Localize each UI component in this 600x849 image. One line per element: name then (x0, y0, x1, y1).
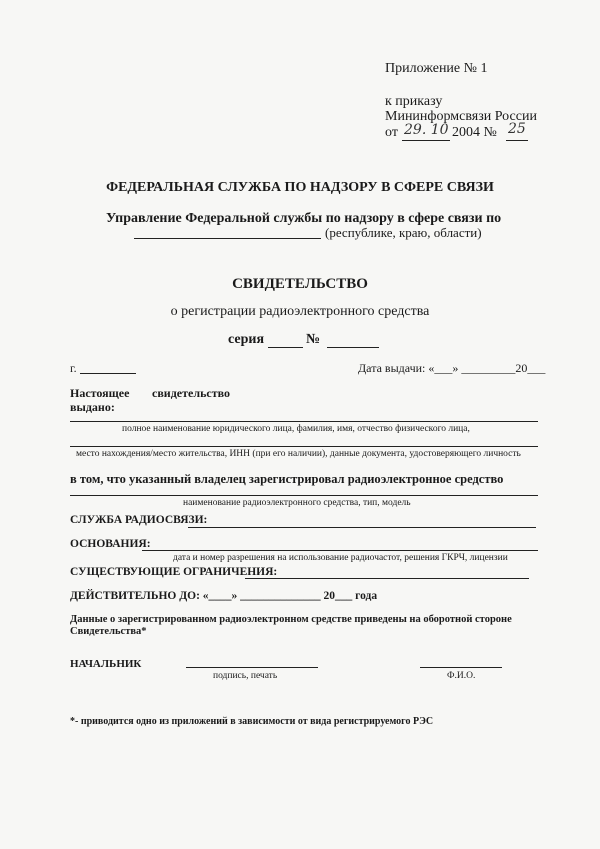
signature-line (186, 667, 318, 668)
certificate-subtitle: о регистрации радиоэлектронного средства (170, 304, 430, 319)
holder-name-caption: полное наименование юридического лица, фамилия, имя, отчество физического лица, (122, 424, 470, 434)
issued-label-2: свидетельство (152, 386, 231, 400)
radio-service-label: СЛУЖБА РАДИОСВЯЗИ: (70, 514, 208, 526)
number-label: № (306, 332, 321, 347)
device-caption: наименование радиоэлектронного средства, тип, модель (183, 498, 411, 508)
issued-label-3: выдано: (70, 400, 115, 414)
restrictions-line (245, 578, 529, 579)
device-line (70, 495, 538, 496)
appendix-date-prefix: от (385, 125, 398, 140)
holder-address-line (70, 446, 538, 447)
registration-statement: в том, что указанный владелец зарегистрировал радиоэлектронное средство (70, 472, 504, 486)
department-header: Управление Федеральной службы по надзору в сфере связи по (106, 211, 502, 226)
appendix-number-line (506, 140, 528, 141)
data-note-line-1: Данные о зарегистрированном радиоэлектронном средстве приведены на оборотной стороне (70, 614, 512, 625)
name-caption: Ф.И.О. (447, 671, 476, 681)
signature-caption: подпись, печать (213, 671, 278, 681)
radio-service-line (188, 527, 536, 528)
restrictions-label: СУЩЕСТВУЮЩИЕ ОГРАНИЧЕНИЯ: (70, 566, 278, 578)
basis-label: ОСНОВАНИЯ: (70, 538, 151, 550)
holder-name-line (70, 421, 538, 422)
series-label: серия (228, 332, 265, 347)
certificate-title: СВИДЕТЕЛЬСТВО (232, 276, 368, 292)
data-note-line-2: Свидетельства* (70, 626, 147, 637)
service-header: ФЕДЕРАЛЬНАЯ СЛУЖБА ПО НАДЗОРУ В СФЕРЕ СВЯЗИ (106, 180, 494, 195)
appendix-date-line (402, 140, 450, 141)
name-line (420, 667, 502, 668)
valid-until: ДЕЙСТВИТЕЛЬНО ДО: «____» ______________ 20___ года (70, 590, 378, 602)
basis-line (142, 550, 538, 551)
appendix-title: Приложение № 1 (385, 61, 488, 76)
region-note: (республике, краю, области) (325, 225, 482, 240)
appendix-date-handwritten: 29. 10 (404, 122, 449, 138)
city-line (80, 373, 136, 374)
series-line (268, 347, 303, 348)
issued-label-1: Настоящее (70, 386, 130, 400)
city-prefix: г. (70, 361, 77, 375)
appendix-ministry-line: Мининформсвязи России (385, 109, 537, 124)
number-line (327, 347, 379, 348)
footnote: *- приводится одно из приложений в зависимости от вида регистрируемого РЭС (70, 716, 434, 727)
holder-address-caption: место нахождения/место жительства, ИНН (при его наличии), данные документа, удостоверяющего личность (76, 449, 521, 459)
chief-label: НАЧАЛЬНИК (70, 658, 142, 670)
appendix-order-line: к приказу (385, 94, 443, 109)
issue-date: Дата выдачи: «___» _________20___ (358, 361, 546, 375)
basis-caption: дата и номер разрешения на использование радиочастот, решения ГКРЧ, лицензии (173, 553, 508, 563)
appendix-year: 2004 № (452, 125, 497, 140)
region-line (134, 238, 321, 239)
appendix-number-handwritten: 25 (508, 121, 526, 137)
